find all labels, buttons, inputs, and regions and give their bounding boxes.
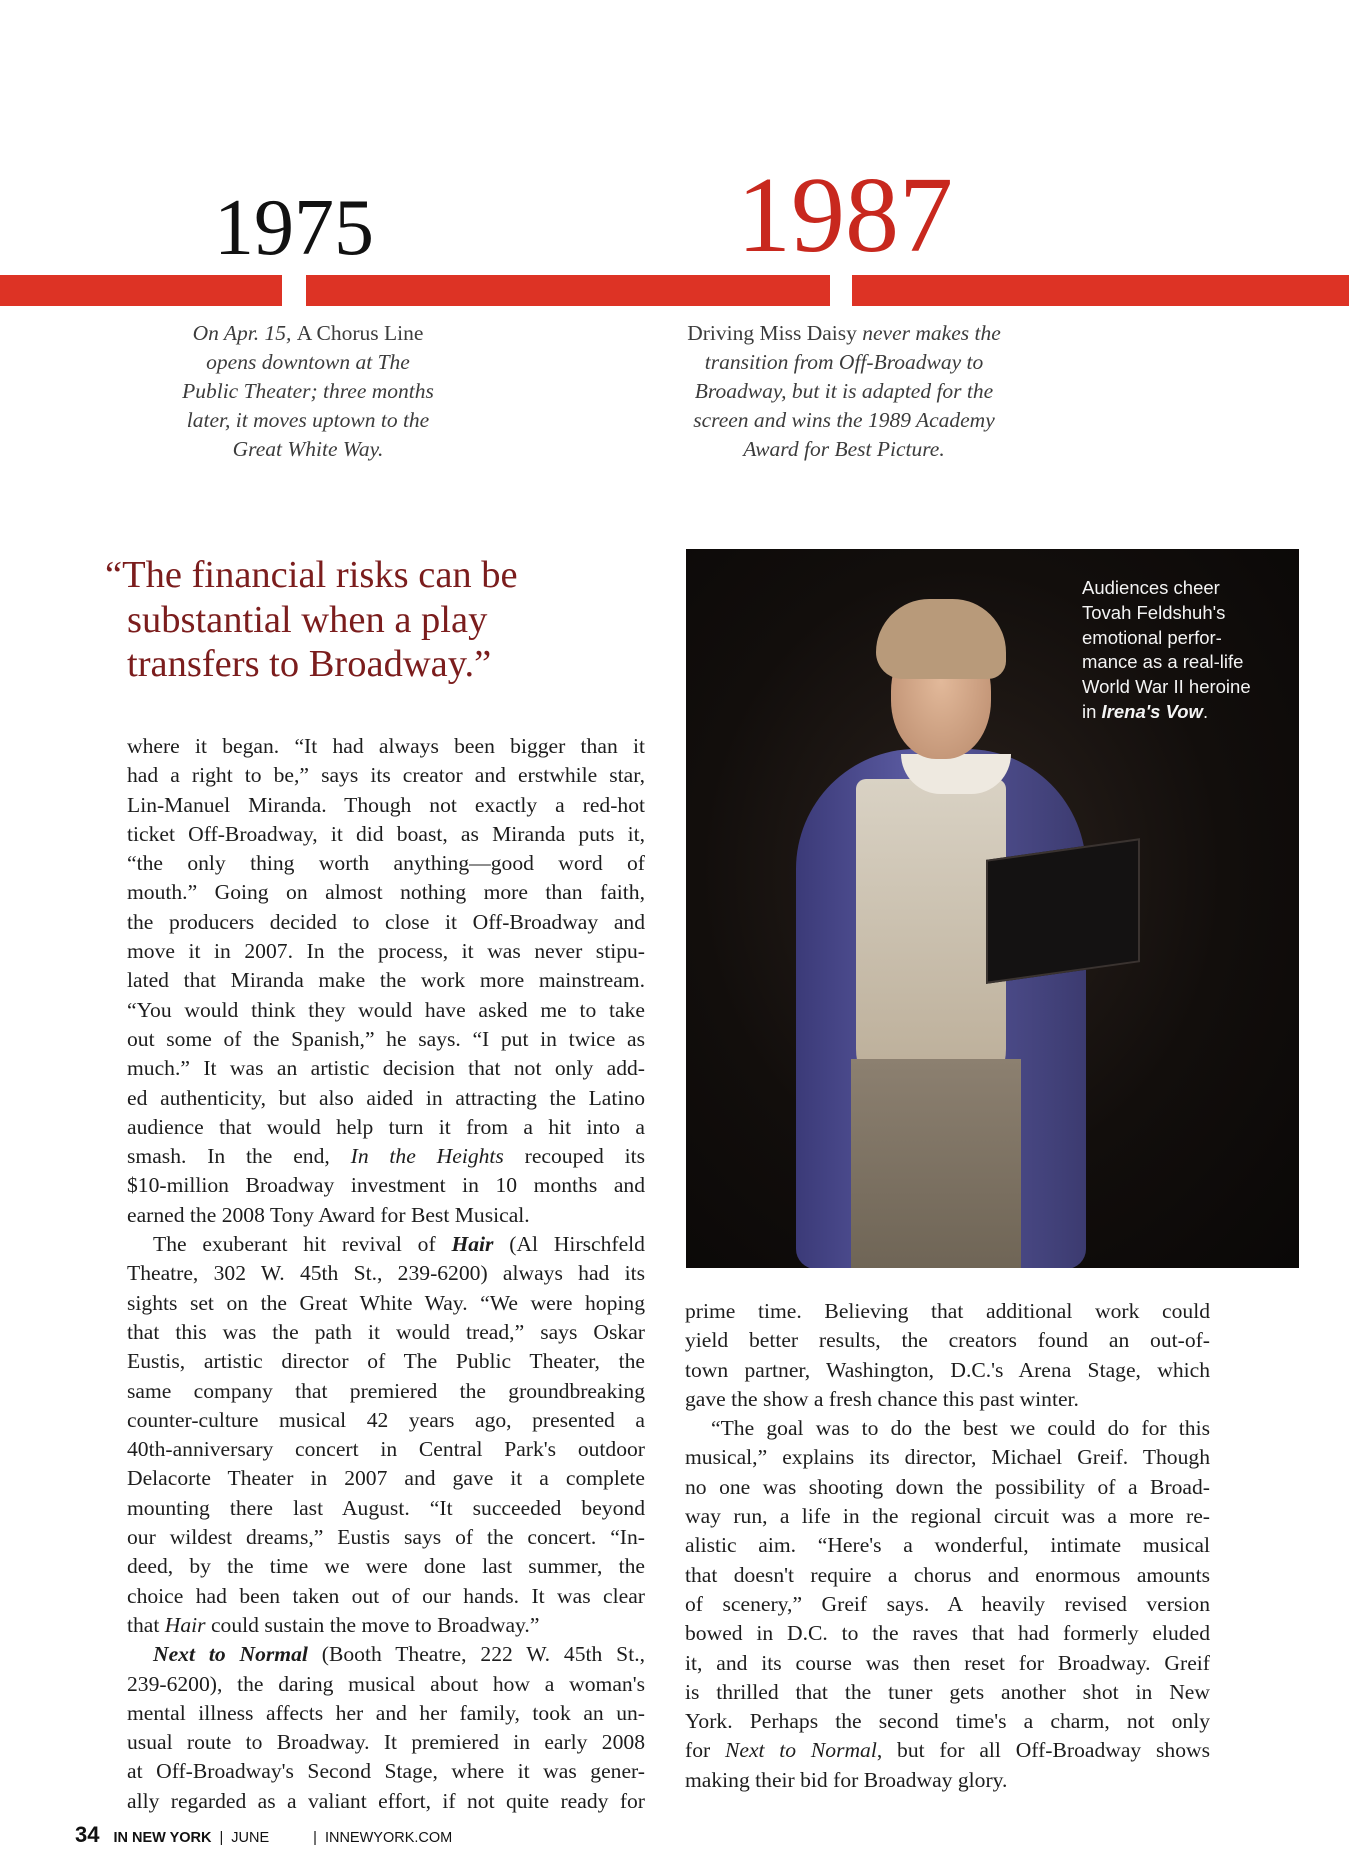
text-run: “The goal was to do the best we could do for this bbox=[711, 1416, 1210, 1441]
text-run: way run, a life in the regional circuit was a more re- bbox=[685, 1504, 1210, 1529]
paragraph bbox=[127, 1230, 645, 1640]
text-run: ed authenticity, but also aided in attracting the Latino bbox=[127, 1085, 645, 1110]
text-line bbox=[127, 1113, 645, 1142]
paragraph bbox=[685, 1414, 1210, 1795]
text-run: recouped its bbox=[503, 1144, 646, 1169]
text-line bbox=[685, 1531, 1210, 1560]
text-line bbox=[127, 1230, 645, 1259]
text-line bbox=[685, 1326, 1210, 1355]
text-line bbox=[127, 996, 645, 1025]
text-run: “You would think they would have asked me to take bbox=[127, 997, 645, 1022]
caption-line bbox=[687, 348, 1001, 377]
text-run: usual route to Broadway. It premiered in early 2008 bbox=[127, 1730, 645, 1755]
text-run: same company that premiered the groundbreaking bbox=[127, 1378, 645, 1403]
text-run: , but for all Off-Broadway shows bbox=[876, 1738, 1210, 1763]
caption-line bbox=[182, 406, 434, 435]
text-line bbox=[685, 1707, 1210, 1736]
text-run: mouth.” Going on almost nothing more than faith, bbox=[127, 880, 645, 905]
text-line bbox=[127, 1552, 645, 1581]
text-run: World War II heroine bbox=[1082, 676, 1251, 698]
timeline-bar-segment bbox=[306, 275, 830, 306]
caption-line bbox=[182, 319, 434, 348]
caption-line bbox=[687, 435, 1001, 464]
text-line bbox=[685, 1502, 1210, 1531]
text-line bbox=[127, 1494, 645, 1523]
caption-line bbox=[687, 377, 1001, 406]
text-line bbox=[127, 1347, 645, 1376]
text-run: is thrilled that the tuner gets another shot in New bbox=[685, 1679, 1210, 1704]
text-run: never makes the bbox=[856, 321, 1001, 345]
text-line bbox=[685, 1414, 1210, 1443]
text-run: no one was shooting down the possibility of a Broad- bbox=[685, 1474, 1210, 1499]
text-run: making their bid for Broadway glory. bbox=[685, 1767, 1008, 1792]
caption-line bbox=[1082, 650, 1287, 675]
text-run: Lin-Manuel Miranda. Though not exactly a red-hot bbox=[127, 792, 645, 817]
pull-quote bbox=[105, 553, 518, 687]
text-line bbox=[685, 1385, 1210, 1414]
text-run: . bbox=[1202, 700, 1209, 722]
text-line bbox=[127, 820, 645, 849]
timeline-year-1987: 1987 bbox=[737, 156, 953, 275]
text-run: (Al Hirschfeld bbox=[493, 1232, 645, 1257]
text-line bbox=[685, 1561, 1210, 1590]
text-line bbox=[127, 1523, 645, 1552]
text-run: screen and wins the 1989 Academy bbox=[693, 408, 995, 432]
text-run: out some of the Spanish,” he says. “I put in twice as bbox=[127, 1026, 645, 1051]
caption-line bbox=[1082, 626, 1287, 651]
text-line bbox=[127, 1142, 645, 1171]
website: INNEWYORK.COM bbox=[324, 1830, 453, 1846]
page-number: 34 bbox=[75, 1822, 100, 1847]
text-run: audience that would help turn it from a hit into a bbox=[127, 1114, 645, 1139]
text-run: Theatre, 302 W. 45th St., 239-6200) always had its bbox=[127, 1261, 645, 1286]
text-line bbox=[685, 1736, 1210, 1765]
photo-figure-skirt bbox=[851, 1059, 1021, 1268]
text-line bbox=[685, 1619, 1210, 1648]
text-line bbox=[685, 1766, 1210, 1795]
text-run: emotional perfor- bbox=[1082, 626, 1222, 648]
text-run: that doesn't require a chorus and enormous amounts bbox=[685, 1562, 1210, 1587]
text-run: Public Theater; three months bbox=[182, 379, 434, 403]
text-run: On Apr. 15, bbox=[192, 321, 297, 345]
text-run: move it in 2007. In the process, it was never stipu- bbox=[127, 939, 645, 964]
text-run: lated that Miranda make the work more mainstream. bbox=[127, 968, 645, 993]
caption-line bbox=[1082, 601, 1287, 626]
text-run: choice had been taken out of our hands. It was clear bbox=[127, 1583, 645, 1608]
text-run: in bbox=[1082, 700, 1102, 722]
text-run: ticket Off-Broadway, it did boast, as Miranda puts it, bbox=[127, 821, 645, 846]
text-run: our wildest dreams,” Eustis says of the concert. “In- bbox=[127, 1525, 645, 1550]
text-run: $10-million Broadway investment in 10 months and bbox=[127, 1173, 645, 1198]
text-run: yield better results, the creators found an out-of- bbox=[685, 1328, 1210, 1353]
text-line bbox=[127, 1435, 645, 1464]
text-line bbox=[127, 732, 645, 761]
pull-quote-line: “The financial risks can be bbox=[105, 554, 518, 596]
text-run: 239-6200), the daring musical about how a woman's bbox=[127, 1671, 645, 1696]
text-run: sights set on the Great White Way. “We were hoping bbox=[127, 1290, 645, 1315]
text-run: earned the 2008 Tony Award for Best Musical. bbox=[127, 1202, 530, 1227]
text-run: gave the show a fresh chance this past winter. bbox=[685, 1386, 1079, 1411]
text-line bbox=[685, 1590, 1210, 1619]
text-run: Irena's Vow bbox=[1101, 700, 1203, 722]
timeline-year-1975: 1975 bbox=[214, 184, 374, 272]
photo-figure-book bbox=[986, 838, 1140, 984]
text-run: In the Heights bbox=[350, 1144, 504, 1169]
pull-quote-line: transfers to Broadway.” bbox=[127, 643, 492, 685]
text-line bbox=[127, 1171, 645, 1200]
text-line bbox=[685, 1297, 1210, 1326]
caption-line bbox=[1082, 576, 1287, 601]
text-run: The exuberant hit revival of bbox=[153, 1232, 452, 1257]
text-run: Broadway, but it is adapted for the bbox=[694, 379, 994, 403]
text-line bbox=[127, 791, 645, 820]
text-line bbox=[127, 966, 645, 995]
timeline-bar-segment bbox=[0, 275, 282, 306]
paragraph bbox=[685, 1297, 1210, 1414]
text-run: York. Perhaps the second time's a charm, not only bbox=[685, 1709, 1210, 1734]
text-run: it, and its course was then reset for Broadway. Greif bbox=[685, 1650, 1210, 1675]
text-run: could sustain the move to Broadway.” bbox=[205, 1612, 540, 1637]
text-line bbox=[127, 1728, 645, 1757]
text-line bbox=[127, 761, 645, 790]
text-line bbox=[127, 1289, 645, 1318]
text-run: for bbox=[685, 1738, 725, 1763]
photo-irenas-vow bbox=[686, 549, 1299, 1268]
caption-line bbox=[687, 319, 1001, 348]
caption-line bbox=[182, 377, 434, 406]
footer-divider: | bbox=[219, 1830, 224, 1846]
text-run: Next to Normal bbox=[724, 1738, 877, 1763]
article-column-right bbox=[685, 1297, 1210, 1795]
text-run: Next to Normal bbox=[153, 1642, 308, 1667]
text-run: musical,” explains its director, Michael Greif. Though bbox=[685, 1445, 1210, 1470]
text-line bbox=[127, 937, 645, 966]
text-line bbox=[127, 1201, 645, 1230]
text-run: opens downtown at The bbox=[206, 350, 410, 374]
text-run: had a right to be,” says its creator and erstwhile star, bbox=[127, 763, 645, 788]
text-run: Delacorte Theater in 2007 and gave it a complete bbox=[127, 1466, 645, 1491]
text-run: bowed in D.C. to the raves that had formerly eluded bbox=[685, 1621, 1210, 1646]
timeline-caption-1987 bbox=[687, 319, 1001, 464]
text-run: mance as a real-life bbox=[1082, 651, 1244, 673]
pull-quote-line: substantial when a play bbox=[127, 598, 488, 641]
text-run: alistic aim. “Here's a wonderful, intimate musical bbox=[685, 1533, 1210, 1558]
text-line bbox=[127, 849, 645, 878]
text-run: Driving Miss Daisy bbox=[687, 321, 857, 345]
caption-line bbox=[1082, 700, 1287, 725]
text-run: at Off-Broadway's Second Stage, where it was gener- bbox=[127, 1759, 645, 1784]
text-run: mental illness affects her and her family, took an un- bbox=[127, 1700, 645, 1725]
text-run: deed, by the time we were done last summer, the bbox=[127, 1554, 645, 1579]
footer-divider: | bbox=[313, 1830, 317, 1846]
text-run: prime time. Believing that additional work could bbox=[685, 1299, 1210, 1323]
caption-line bbox=[182, 435, 434, 464]
text-run: “the only thing worth anything—good word of bbox=[127, 851, 645, 876]
caption-line bbox=[182, 348, 434, 377]
text-line bbox=[127, 1054, 645, 1083]
text-line bbox=[685, 1356, 1210, 1385]
text-line bbox=[127, 1699, 645, 1728]
text-line bbox=[127, 1787, 645, 1816]
text-run: Hair bbox=[164, 1612, 206, 1637]
text-run: 40th-anniversary concert in Central Park's outdoor bbox=[127, 1437, 645, 1462]
photo-caption bbox=[1082, 576, 1287, 725]
timeline-bar-segment bbox=[852, 275, 1349, 306]
text-line bbox=[127, 878, 645, 907]
page-footer bbox=[75, 1822, 452, 1848]
text-run: Hair bbox=[451, 1232, 494, 1257]
text-run: Eustis, artistic director of The Public Theater, the bbox=[127, 1349, 645, 1374]
caption-line bbox=[687, 406, 1001, 435]
text-line bbox=[127, 1025, 645, 1054]
text-run: much.” It was an artistic decision that not only add- bbox=[127, 1056, 645, 1081]
text-line bbox=[127, 1259, 645, 1288]
text-line bbox=[127, 908, 645, 937]
text-run: town partner, Washington, D.C.'s Arena Stage, which bbox=[685, 1357, 1210, 1382]
text-run: where it began. “It had always been bigger than it bbox=[127, 734, 645, 758]
text-run: Award for Best Picture. bbox=[743, 437, 945, 461]
text-line bbox=[685, 1649, 1210, 1678]
text-run: ally regarded as a valiant effort, if not quite ready for bbox=[127, 1788, 645, 1813]
magazine-name: IN NEW YORK bbox=[113, 1830, 212, 1846]
text-line bbox=[127, 1670, 645, 1699]
text-run: counter-culture musical 42 years ago, presented a bbox=[127, 1407, 645, 1432]
text-run: of scenery,” Greif says. A heavily revised version bbox=[685, 1591, 1210, 1616]
text-line bbox=[685, 1443, 1210, 1472]
text-run: smash. In the end, bbox=[127, 1144, 351, 1169]
text-line bbox=[127, 1640, 645, 1669]
paragraph bbox=[127, 1640, 645, 1816]
text-run: transition from Off-Broadway to bbox=[704, 350, 984, 374]
text-run: Audiences cheer bbox=[1082, 577, 1220, 598]
text-run: later, it moves uptown to the bbox=[186, 408, 430, 432]
text-run: A Chorus Line bbox=[296, 321, 424, 345]
text-run: that bbox=[127, 1612, 165, 1637]
text-line bbox=[127, 1377, 645, 1406]
paragraph bbox=[127, 732, 645, 1230]
text-line bbox=[127, 1318, 645, 1347]
text-run: Great White Way. bbox=[232, 437, 384, 461]
text-line bbox=[127, 1406, 645, 1435]
article-column-left bbox=[127, 732, 645, 1816]
photo-figure-hair bbox=[876, 599, 1006, 679]
text-line bbox=[685, 1473, 1210, 1502]
text-run: Tovah Feldshuh's bbox=[1082, 601, 1226, 623]
text-line bbox=[127, 1611, 645, 1640]
timeline-caption-1975 bbox=[182, 319, 434, 464]
text-line bbox=[127, 1084, 645, 1113]
text-run: mounting there last August. “It succeeded beyond bbox=[127, 1495, 645, 1520]
caption-line bbox=[1082, 675, 1287, 700]
text-run: the producers decided to close it Off-Broadway and bbox=[127, 909, 645, 934]
issue-month: JUNE bbox=[231, 1830, 270, 1846]
text-line bbox=[127, 1582, 645, 1611]
text-line bbox=[127, 1464, 645, 1493]
text-run: (Booth Theatre, 222 W. 45th St., bbox=[307, 1642, 645, 1667]
text-line bbox=[127, 1757, 645, 1786]
text-run: that this was the path it would tread,” says Oskar bbox=[127, 1319, 645, 1344]
text-line bbox=[685, 1678, 1210, 1707]
